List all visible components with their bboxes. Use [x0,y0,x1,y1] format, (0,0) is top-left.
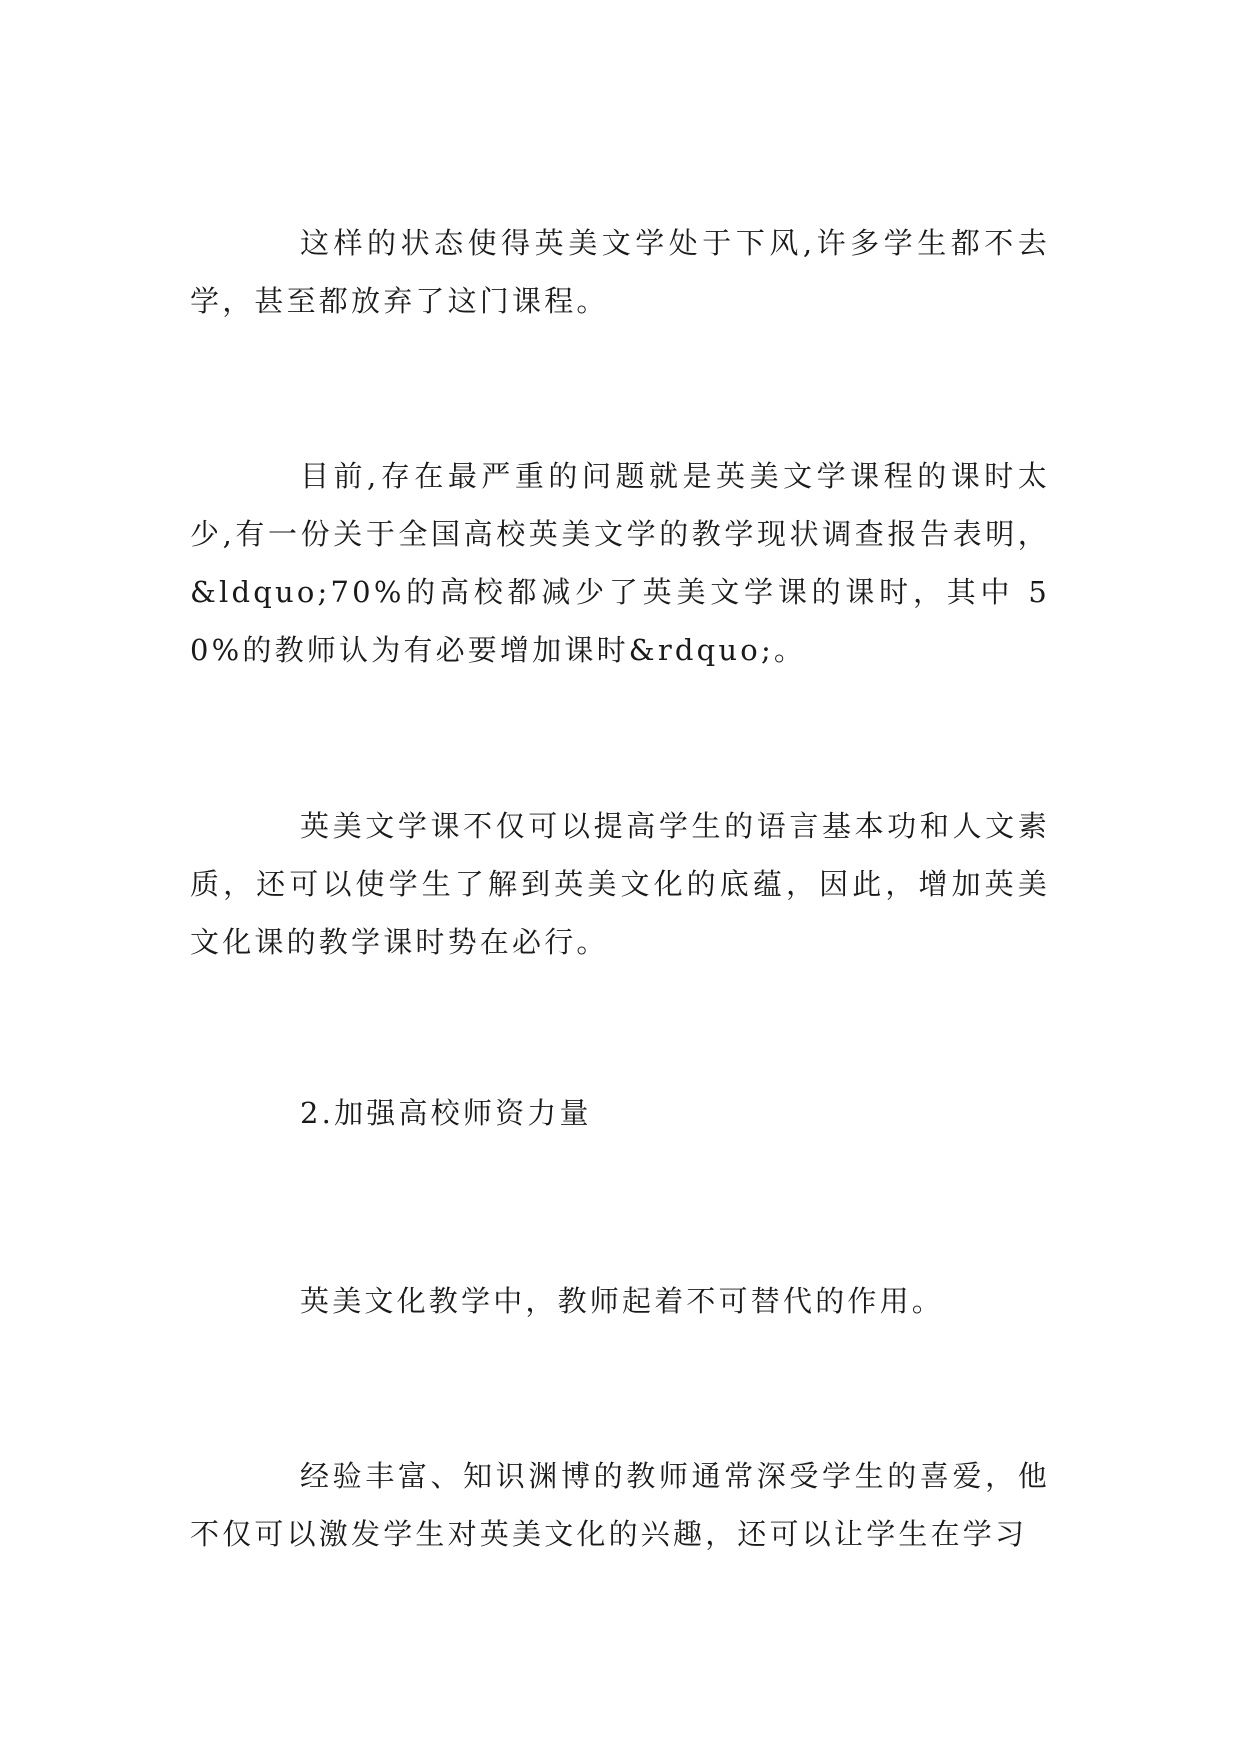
paragraph: 这样的状态使得英美文学处于下风,许多学生都不去学，甚至都放弃了这门课程。 [190,226,1050,318]
section-heading: 2.加强高校师资力量 [300,1096,592,1130]
paragraph: 英美文学课不仅可以提高学生的语言基本功和人文素质，还可以使学生了解到英美文化的底蕴，因此，增加英美文化课的教学课时势在必行。 [190,809,1050,959]
paragraph: 英美文化教学中，教师起着不可替代的作用。 [300,1284,945,1318]
paragraph: 目前,存在最严重的问题就是英美文学课程的课时太少,有一份关于全国高校英美文学的教学现状调查报告表明，&ldquo;70%的高校都减少了英美文学课的课时，其中 50%的教师认为有必要增加课时&rdquo;。 [190,459,1050,667]
paragraph: 经验丰富、知识渊博的教师通常深受学生的喜爱，他不仅可以激发学生对英美文化的兴趣，还可以让学生在学习 [190,1459,1050,1551]
